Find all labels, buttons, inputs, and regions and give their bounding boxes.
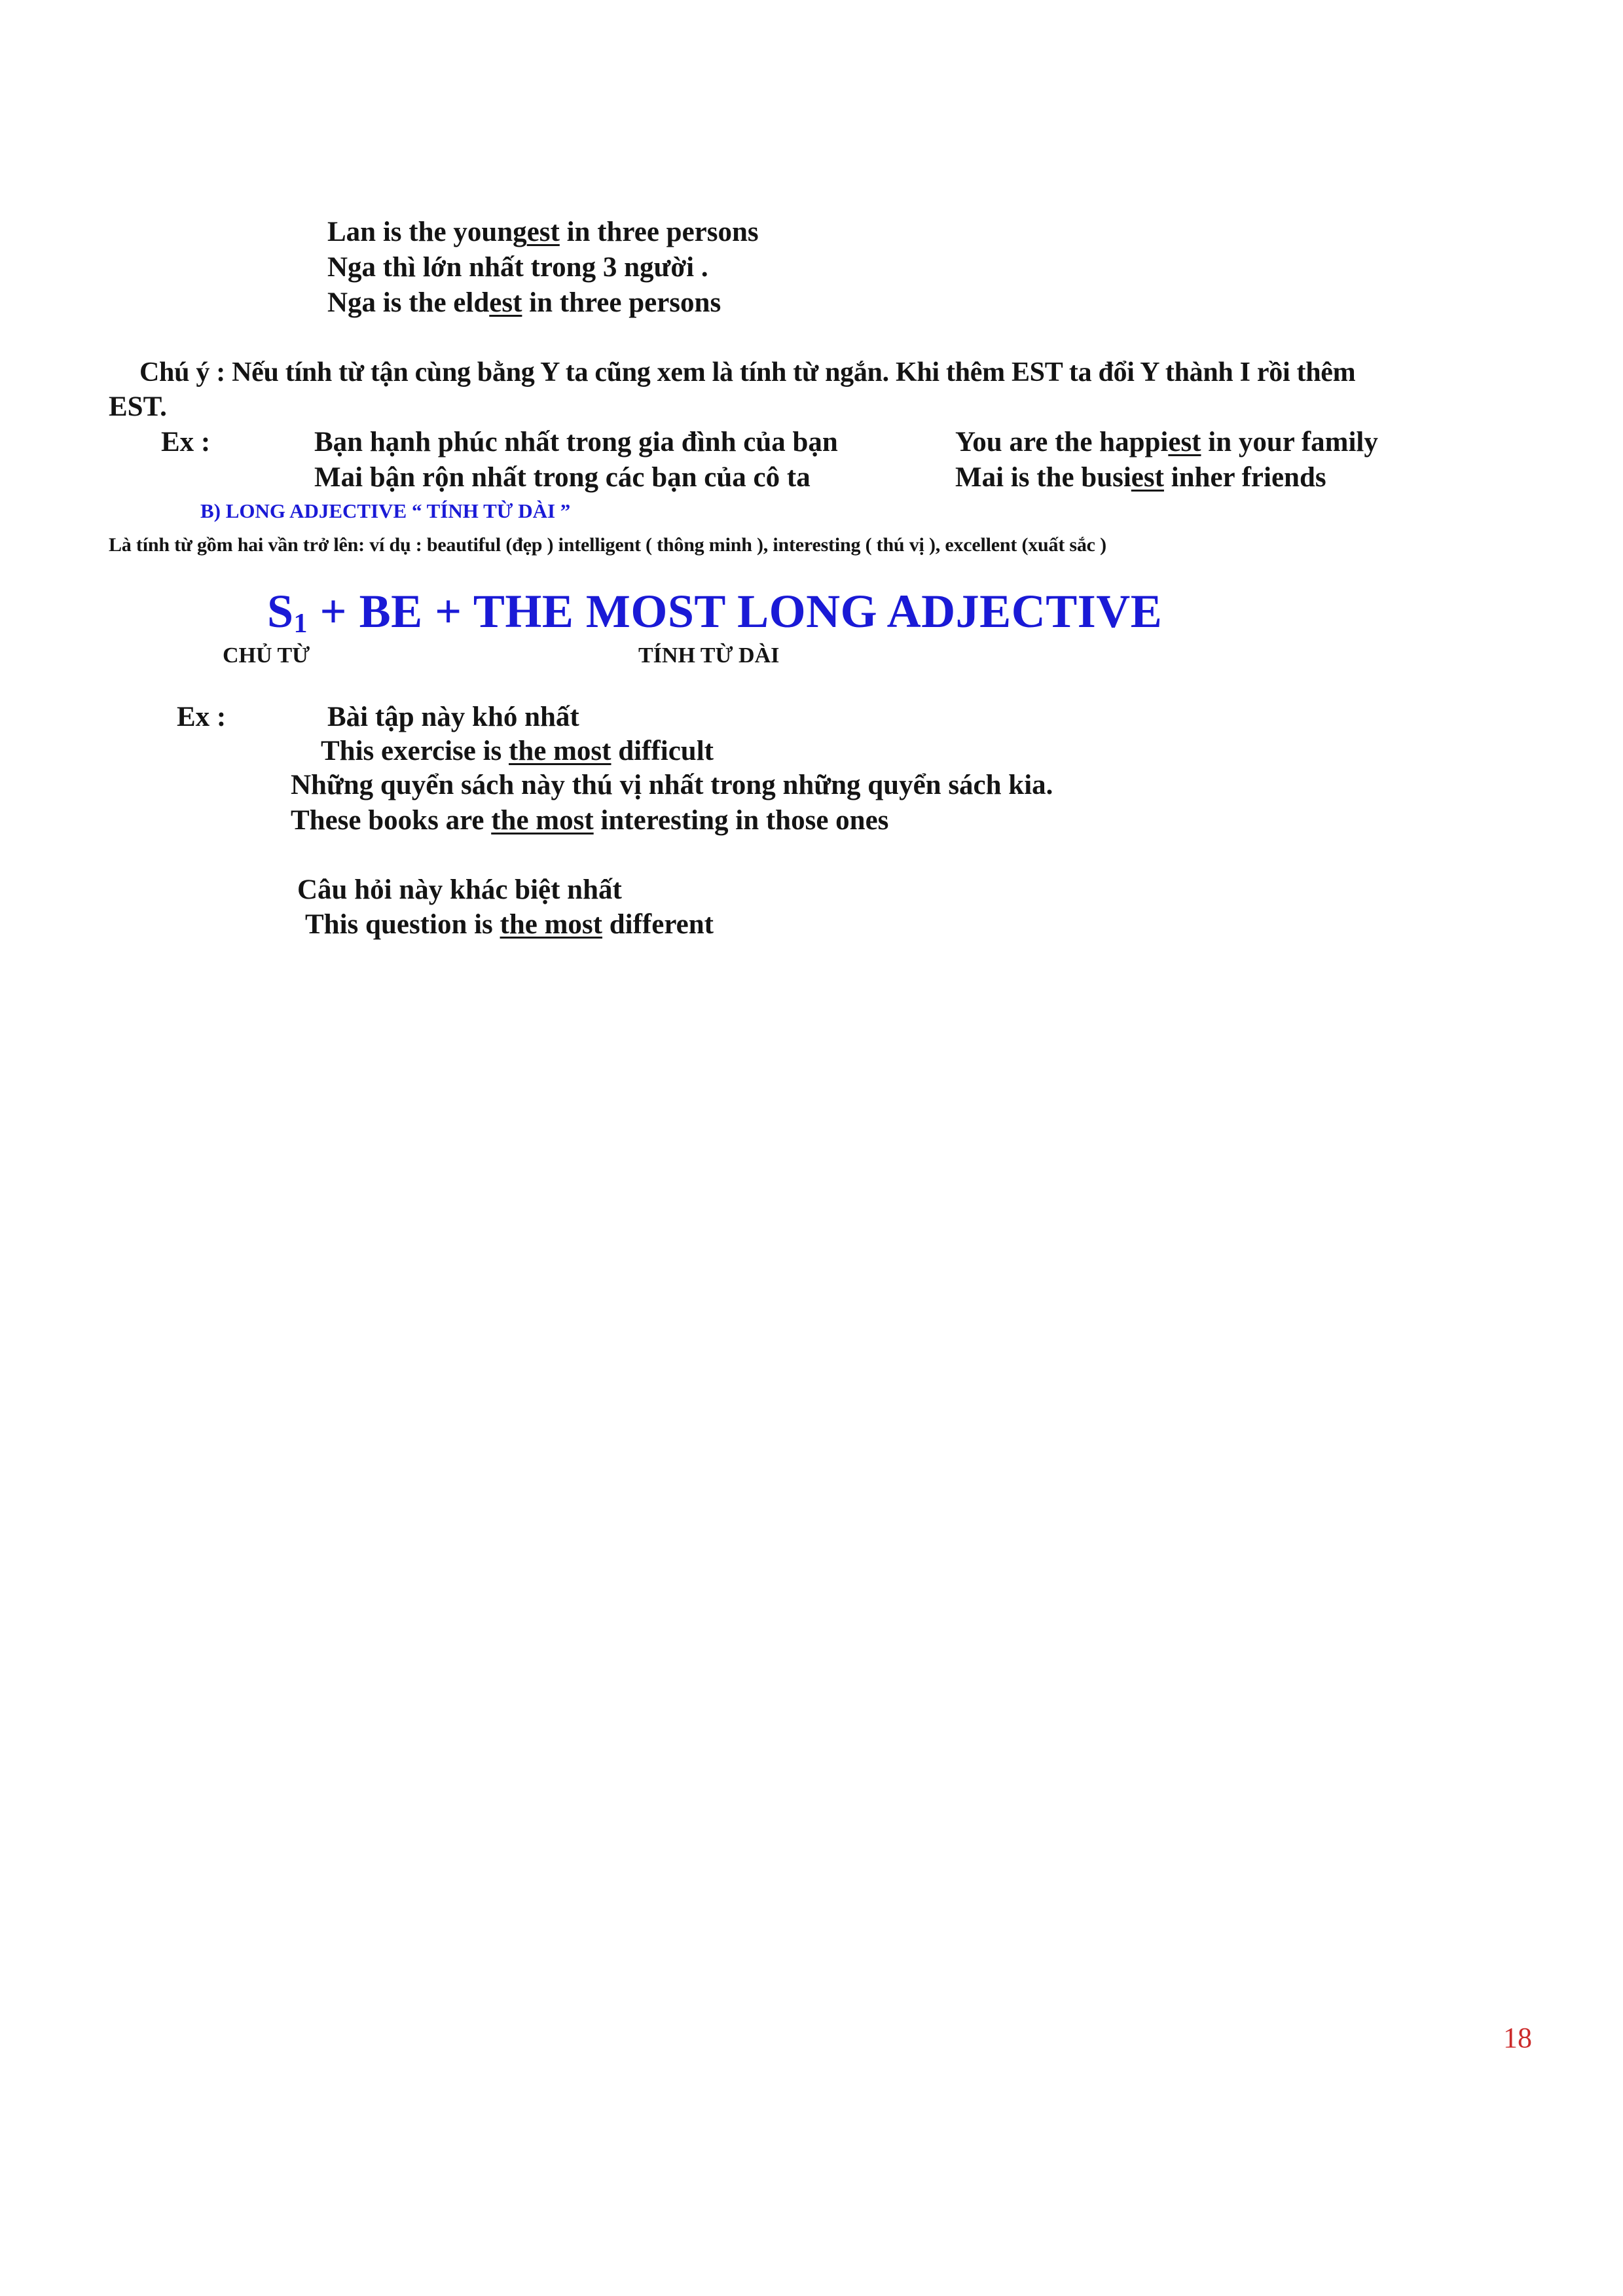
- note-line-1: Chú ý : Nếu tính từ tận cùng bằng Y ta cũng xem là tính từ ngắn. Khi thêm EST ta đổi Y thành I rồi thêm: [139, 357, 1356, 387]
- text: This exercise is: [321, 736, 509, 766]
- section-b-heading: B) LONG ADJECTIVE “ TÍNH TỪ DÀI ”: [200, 499, 571, 522]
- note-example-en-2: [955, 463, 1326, 492]
- text: inher friends: [1163, 462, 1326, 493]
- page-number: 18: [1503, 2022, 1532, 2054]
- note-line-2: EST.: [109, 391, 167, 422]
- formula-label-adjective: TÍNH TỪ DÀI: [638, 643, 780, 668]
- text: You are the happi: [955, 427, 1169, 457]
- text: in three persons: [559, 217, 759, 247]
- underlined-phrase: the most: [491, 805, 594, 836]
- note-example-vi-1: Bạn hạnh phúc nhất trong gia đình của bạn: [314, 427, 838, 457]
- text: Mai is the busi: [955, 462, 1131, 493]
- formula-label-subject: CHỦ TỪ: [223, 643, 310, 668]
- text: in your family: [1201, 427, 1378, 457]
- underlined-suffix: est: [1168, 427, 1201, 457]
- text: Lan is the young: [327, 217, 527, 247]
- formula-subject: S: [267, 585, 294, 637]
- formula-rest: + BE + THE MOST LONG ADJECTIVE: [308, 585, 1163, 637]
- long-example-vi-2: Những quyển sách này thú vị nhất trong những quyển sách kia.: [291, 770, 1053, 800]
- example-line-nga-vi: Nga thì lớn nhất trong 3 người .: [327, 252, 708, 283]
- text: difficult: [611, 736, 714, 766]
- long-example-en-3: [305, 910, 714, 939]
- underlined-phrase: the most: [509, 736, 611, 766]
- note-example-vi-2: Mai bận rộn nhất trong các bạn của cô ta: [314, 462, 811, 493]
- text: This question is: [305, 909, 500, 940]
- text: different: [602, 909, 714, 940]
- underlined-suffix: est: [526, 217, 560, 247]
- long-example-vi-1: Bài tập này khó nhất: [327, 702, 579, 732]
- underlined-phrase: the most: [500, 909, 602, 940]
- formula: [267, 585, 1163, 639]
- text: in three persons: [522, 287, 721, 318]
- example-line-lan: [327, 218, 759, 246]
- section-b-definition: Là tính từ gồm hai vần trở lên: ví dụ : beautiful (đẹp ) intelligent ( thông minh ), interesting ( thú vị ), excellent (xuất sắc ): [109, 534, 1106, 556]
- text: interesting in those ones: [593, 805, 889, 836]
- underlined-suffix: est: [489, 287, 522, 318]
- ex-label: Ex :: [161, 427, 211, 457]
- example-line-nga-en: [327, 289, 721, 317]
- note-example-en-1: [955, 428, 1378, 456]
- formula-subject-subscript: 1: [293, 609, 308, 639]
- text: These books are: [291, 805, 492, 836]
- long-example-en-1: [321, 737, 714, 765]
- underlined-suffix: est: [1131, 462, 1164, 493]
- long-example-en-2: [291, 806, 888, 834]
- text: Nga is the eld: [327, 287, 490, 318]
- ex-label: Ex :: [177, 702, 227, 732]
- long-example-vi-3: Câu hỏi này khác biệt nhất: [297, 874, 622, 905]
